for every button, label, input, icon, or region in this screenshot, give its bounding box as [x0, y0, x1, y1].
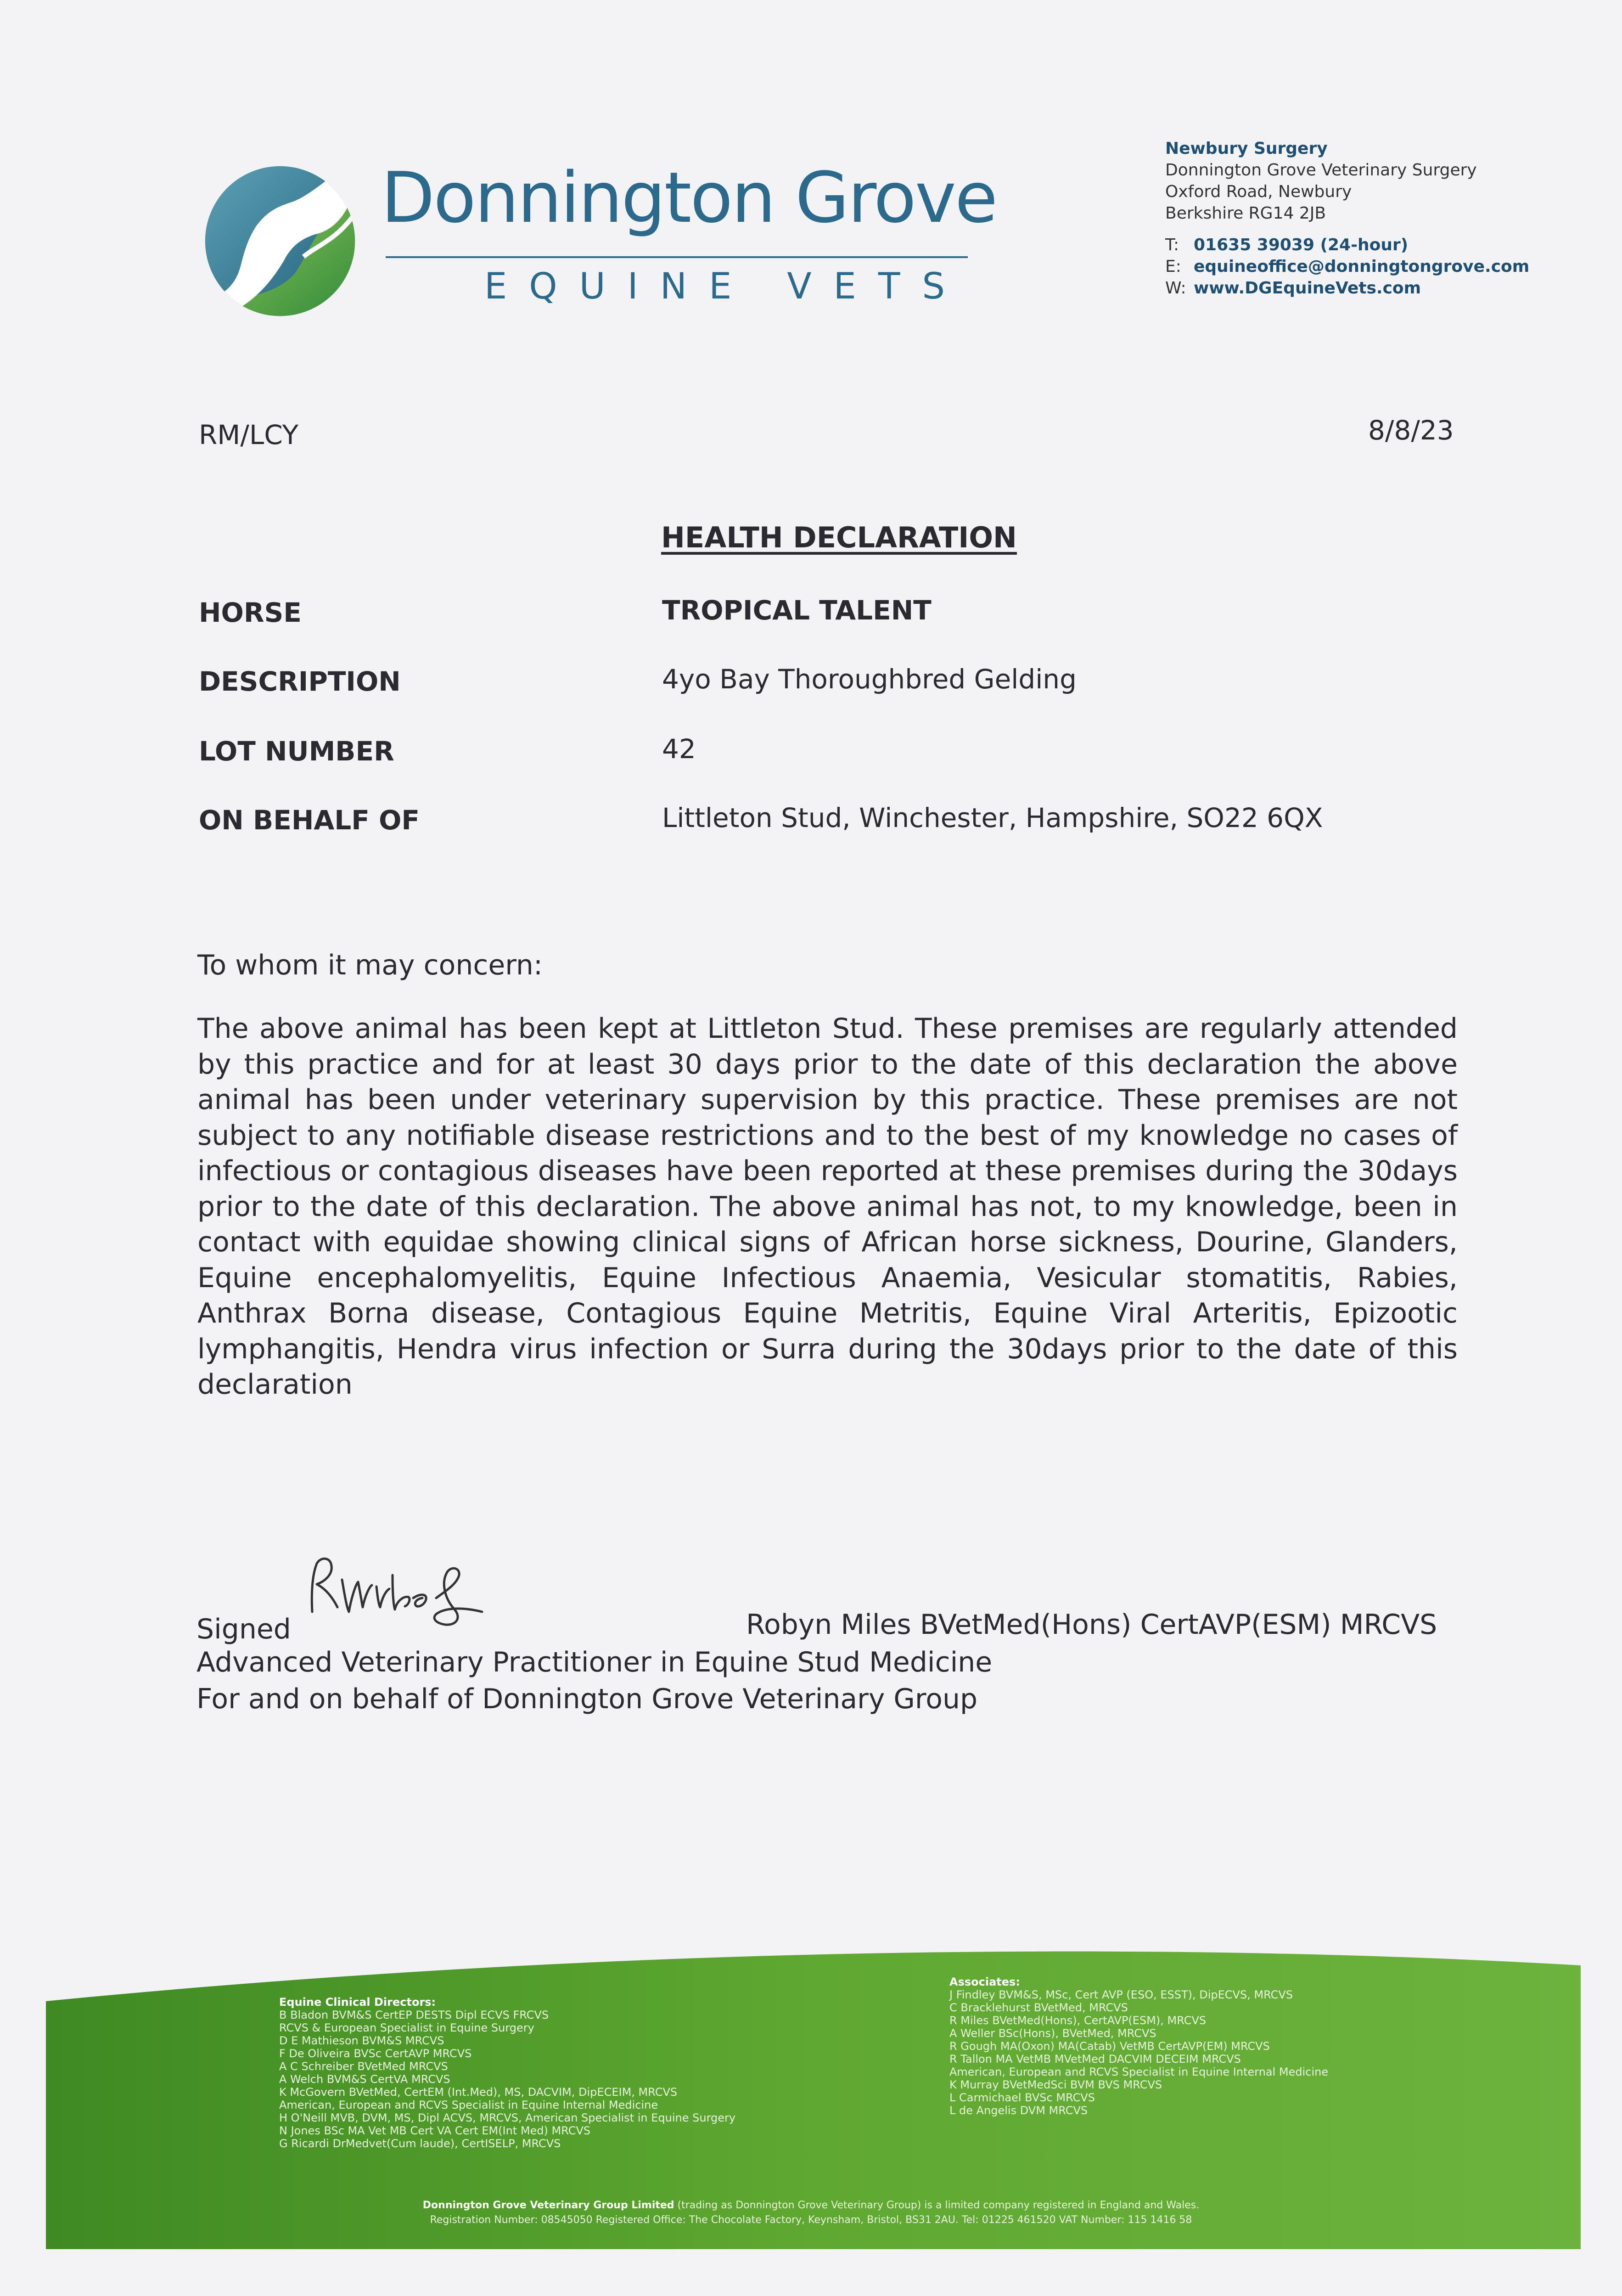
surgery-address-block: [1165, 138, 1529, 299]
directors-heading: Equine Clinical Directors:: [279, 1996, 436, 2009]
logo-horse-icon: [202, 163, 358, 319]
associates-list: [949, 1975, 1328, 2117]
logo-name: Donnington Grove: [381, 157, 997, 238]
director-line: B Bladon BVM&S CertEP DESTS Dipl ECVS FRCVS: [279, 2009, 549, 2021]
description-value: 4yo Bay Thoroughbred Gelding: [662, 664, 1077, 695]
logo-divider: [386, 256, 968, 258]
spacer: [1165, 224, 1529, 234]
associate-line: J Findley BVM&S, MSc, Cert AVP (ESO, ESST), DipECVS, MRCVS: [949, 1988, 1293, 2001]
associate-line: A Weller BSc(Hons), BVetMed, MRCVS: [949, 2027, 1156, 2040]
salutation: To whom it may concern:: [197, 949, 543, 981]
director-line: American, European and RCVS Specialist in Equine Internal Medicine: [279, 2099, 658, 2111]
horse-label: HORSE: [199, 597, 302, 628]
handwritten-signature: [298, 1543, 519, 1635]
director-line: A Welch BVM&S CertVA MRCVS: [279, 2073, 450, 2086]
associate-line: R Gough MA(Oxon) MA(Catab) VetMB CertAVP(EM) MRCVS: [949, 2040, 1270, 2053]
lot-number-label: LOT NUMBER: [199, 736, 394, 767]
associate-line: C Bracklehurst BVetMed, MRCVS: [949, 2001, 1128, 2014]
web-row: [1165, 277, 1529, 299]
email-row: [1165, 256, 1529, 277]
on-behalf-label: ON BEHALF OF: [199, 805, 420, 836]
document-date: 8/8/23: [1368, 415, 1454, 446]
logo-subtitle: EQUINE VETS: [484, 266, 967, 307]
horse-value: TROPICAL TALENT: [662, 595, 932, 626]
company-info: [0, 2198, 1622, 2228]
director-line: F De Oliveira BVSc CertAVP MRCVS: [279, 2047, 472, 2060]
associates-heading: Associates:: [949, 1975, 1020, 1988]
director-line: A C Schreiber BVetMed MRCVS: [279, 2060, 448, 2073]
web-label: W:: [1165, 279, 1186, 298]
signatory-name: Robyn Miles BVetMed(Hons) CertAVP(ESM) MRCVS: [746, 1609, 1437, 1641]
email-address[interactable]: equineoffice@donningtongrove.com: [1194, 257, 1530, 276]
website-link[interactable]: www.DGEquineVets.com: [1194, 279, 1421, 298]
registration-line: Registration Number: 08545050 Registered Office: The Chocolate Factory, Keynsham, Bristol, BS31 2AU. Tel: 01225 461520 VAT Number: 115 1416 58: [430, 2214, 1192, 2226]
director-line: D E Mathieson BVM&S MRCVS: [279, 2034, 444, 2047]
surgery-address-line: Donnington Grove Veterinary Surgery: [1165, 161, 1477, 180]
surgery-address-line: Berkshire RG14 2JB: [1165, 204, 1326, 223]
associate-line: R Miles BVetMed(Hons), CertAVP(ESM), MRCVS: [949, 2014, 1207, 2027]
signatory-organisation: For and on behalf of Donnington Grove Veterinary Group: [196, 1683, 978, 1715]
declaration-body: The above animal has been kept at Littleton Stud. These premises are regularly attended by this practice and for at least 30 days prior to the date of this declaration the above animal has been under veterinary supervision by this practice. These premises are not subject to any notifiable disease restrictions and to the best of my knowledge no cases of infectious or contagious diseases have been reported at these premises during the 30days prior to the date of this declaration. The above animal has not, to my knowledge, been in contact with equidae showing clinical signs of African horse sickness, Dourine, Glanders, Equine encephalomyelitis, Equine Infectious Anaemia, Vesicular stomatitis, Rabies, Anthrax Borna disease, Contagious Equine Metritis, Equine Viral Arteritis, Epizootic lymphangitis, Hendra virus infection or Surra during the 30days prior to the date of this declaration: [197, 1013, 1458, 1401]
associate-line: R Tallon MA VetMB MVetMed DACVIM DECEIM MRCVS: [949, 2053, 1241, 2065]
description-label: DESCRIPTION: [199, 666, 401, 697]
associate-line: K Murray BVetMedSci BVM BVS MRCVS: [949, 2078, 1162, 2091]
director-line: G Ricardi DrMedvet(Cum laude), CertISELP, MRCVS: [279, 2137, 561, 2150]
director-line: N Jones BSc MA Vet MB Cert VA Cert EM(Int Med) MRCVS: [279, 2124, 591, 2137]
directors-list: [279, 1996, 735, 2150]
director-line: RCVS & European Specialist in Equine Surgery: [279, 2021, 534, 2034]
phone-label: T:: [1165, 236, 1179, 254]
associate-line: American, European and RCVS Specialist in Equine Internal Medicine: [949, 2065, 1329, 2078]
lot-number-value: 42: [662, 733, 696, 765]
reference-code: RM/LCY: [199, 419, 299, 450]
company-name: Donnington Grove Veterinary Group Limited: [422, 2200, 674, 2211]
phone-row: [1165, 234, 1529, 256]
email-label: E:: [1165, 257, 1181, 276]
phone-number: 01635 39039 (24-hour): [1194, 236, 1409, 254]
director-line: K McGovern BVetMed, CertEM (Int.Med), MS, DACVIM, DipECEIM, MRCVS: [279, 2086, 678, 2099]
company-line: [0, 2198, 1622, 2213]
surgery-address-line: Oxford Road, Newbury: [1165, 182, 1352, 201]
associate-line: L de Angelis DVM MRCVS: [949, 2104, 1088, 2117]
signed-label: Signed: [196, 1613, 291, 1645]
document-title: HEALTH DECLARATION: [661, 521, 1017, 554]
associate-line: L Carmichael BVSc MRCVS: [949, 2091, 1095, 2104]
surgery-name: Newbury Surgery: [1165, 139, 1328, 158]
on-behalf-value: Littleton Stud, Winchester, Hampshire, SO22 6QX: [662, 802, 1323, 833]
signatory-role: Advanced Veterinary Practitioner in Equine Stud Medicine: [196, 1646, 993, 1678]
company-description: (trading as Donnington Grove Veterinary Group) is a limited company registered in England and Wales.: [674, 2200, 1200, 2211]
director-line: H O'Neill MVB, DVM, MS, Dipl ACVS, MRCVS, American Specialist in Equine Surgery: [279, 2111, 736, 2124]
